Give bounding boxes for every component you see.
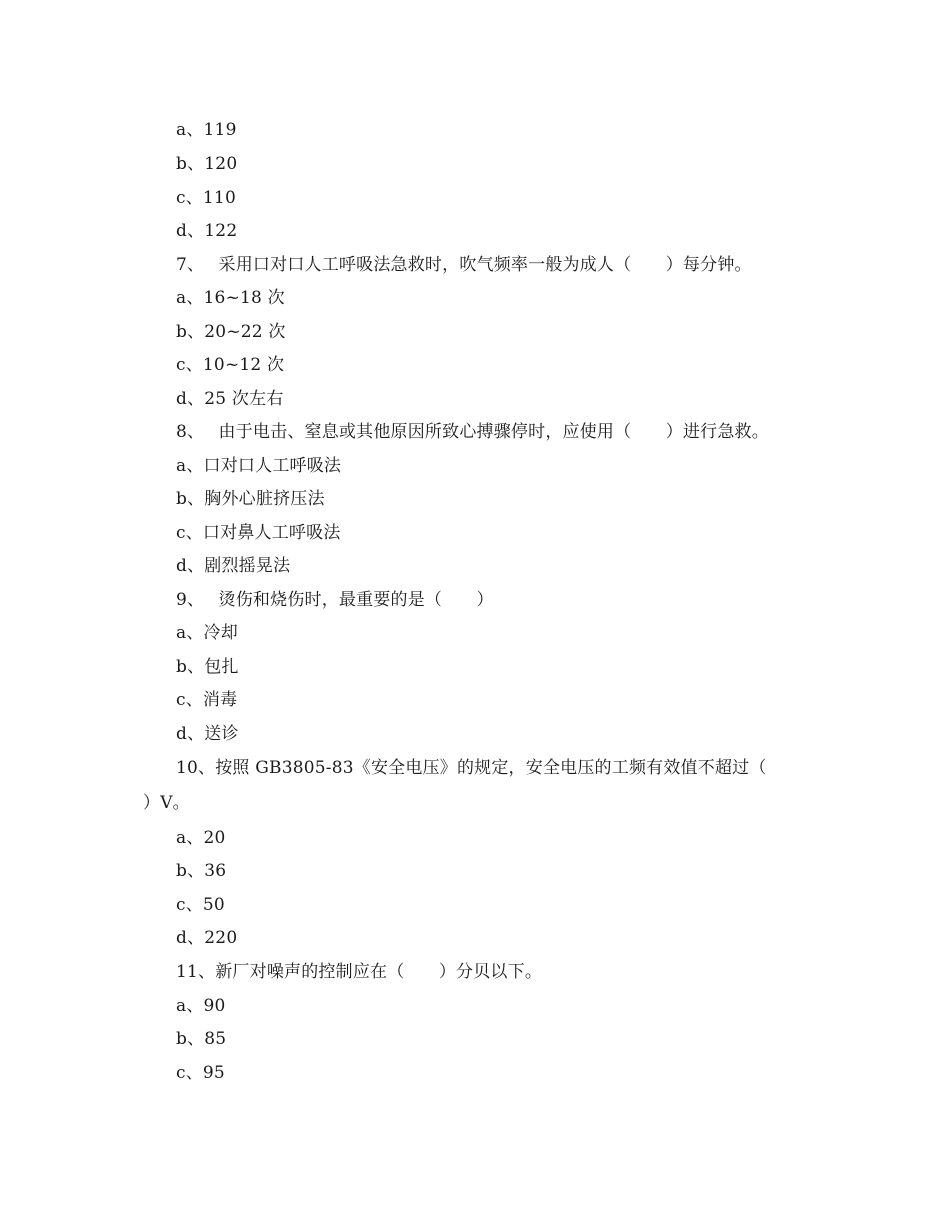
option-q8-c: c、口对鼻人工呼吸法 — [176, 523, 341, 543]
option-q6-b: b、120 — [176, 154, 238, 174]
question-9: 9、 烫伤和烧伤时，最重要的是（ ） — [176, 590, 494, 610]
option-q6-c: c、110 — [176, 188, 236, 208]
option-q10-b: b、36 — [176, 861, 227, 881]
option-q7-c: c、10~12 次 — [176, 355, 285, 375]
question-11: 11、新厂对噪声的控制应在（ ）分贝以下。 — [176, 962, 543, 982]
option-q7-d: d、25 次左右 — [176, 389, 284, 409]
option-q9-b: b、包扎 — [176, 657, 239, 677]
option-q11-b: b、85 — [176, 1029, 227, 1049]
option-q10-a: a、20 — [176, 828, 226, 848]
question-7: 7、 采用口对口人工呼吸法急救时，吹气频率一般为成人（ ）每分钟。 — [176, 255, 752, 275]
option-q8-b: b、胸外心脏挤压法 — [176, 489, 325, 509]
option-q9-d: d、送诊 — [176, 724, 239, 744]
option-q9-c: c、消毒 — [176, 690, 238, 710]
option-q7-a: a、16~18 次 — [176, 288, 285, 308]
option-q8-a: a、口对口人工呼吸法 — [176, 456, 342, 476]
question-10: 10、按照 GB3805-83《安全电压》的规定，安全电压的工频有效值不超过（ — [176, 758, 767, 778]
question-10-continuation: ）V。 — [143, 793, 190, 813]
option-q10-c: c、50 — [176, 895, 225, 915]
option-q6-d: d、122 — [176, 221, 238, 241]
option-q6-a: a、119 — [176, 120, 237, 140]
option-q7-b: b、20~22 次 — [176, 322, 286, 342]
option-q9-a: a、冷却 — [176, 623, 238, 643]
option-q11-a: a、90 — [176, 996, 226, 1016]
option-q10-d: d、220 — [176, 928, 238, 948]
option-q8-d: d、剧烈摇晃法 — [176, 556, 291, 576]
option-q11-c: c、95 — [176, 1063, 225, 1083]
question-8: 8、 由于电击、窒息或其他原因所致心搏骤停时，应使用（ ）进行急救。 — [176, 422, 769, 442]
